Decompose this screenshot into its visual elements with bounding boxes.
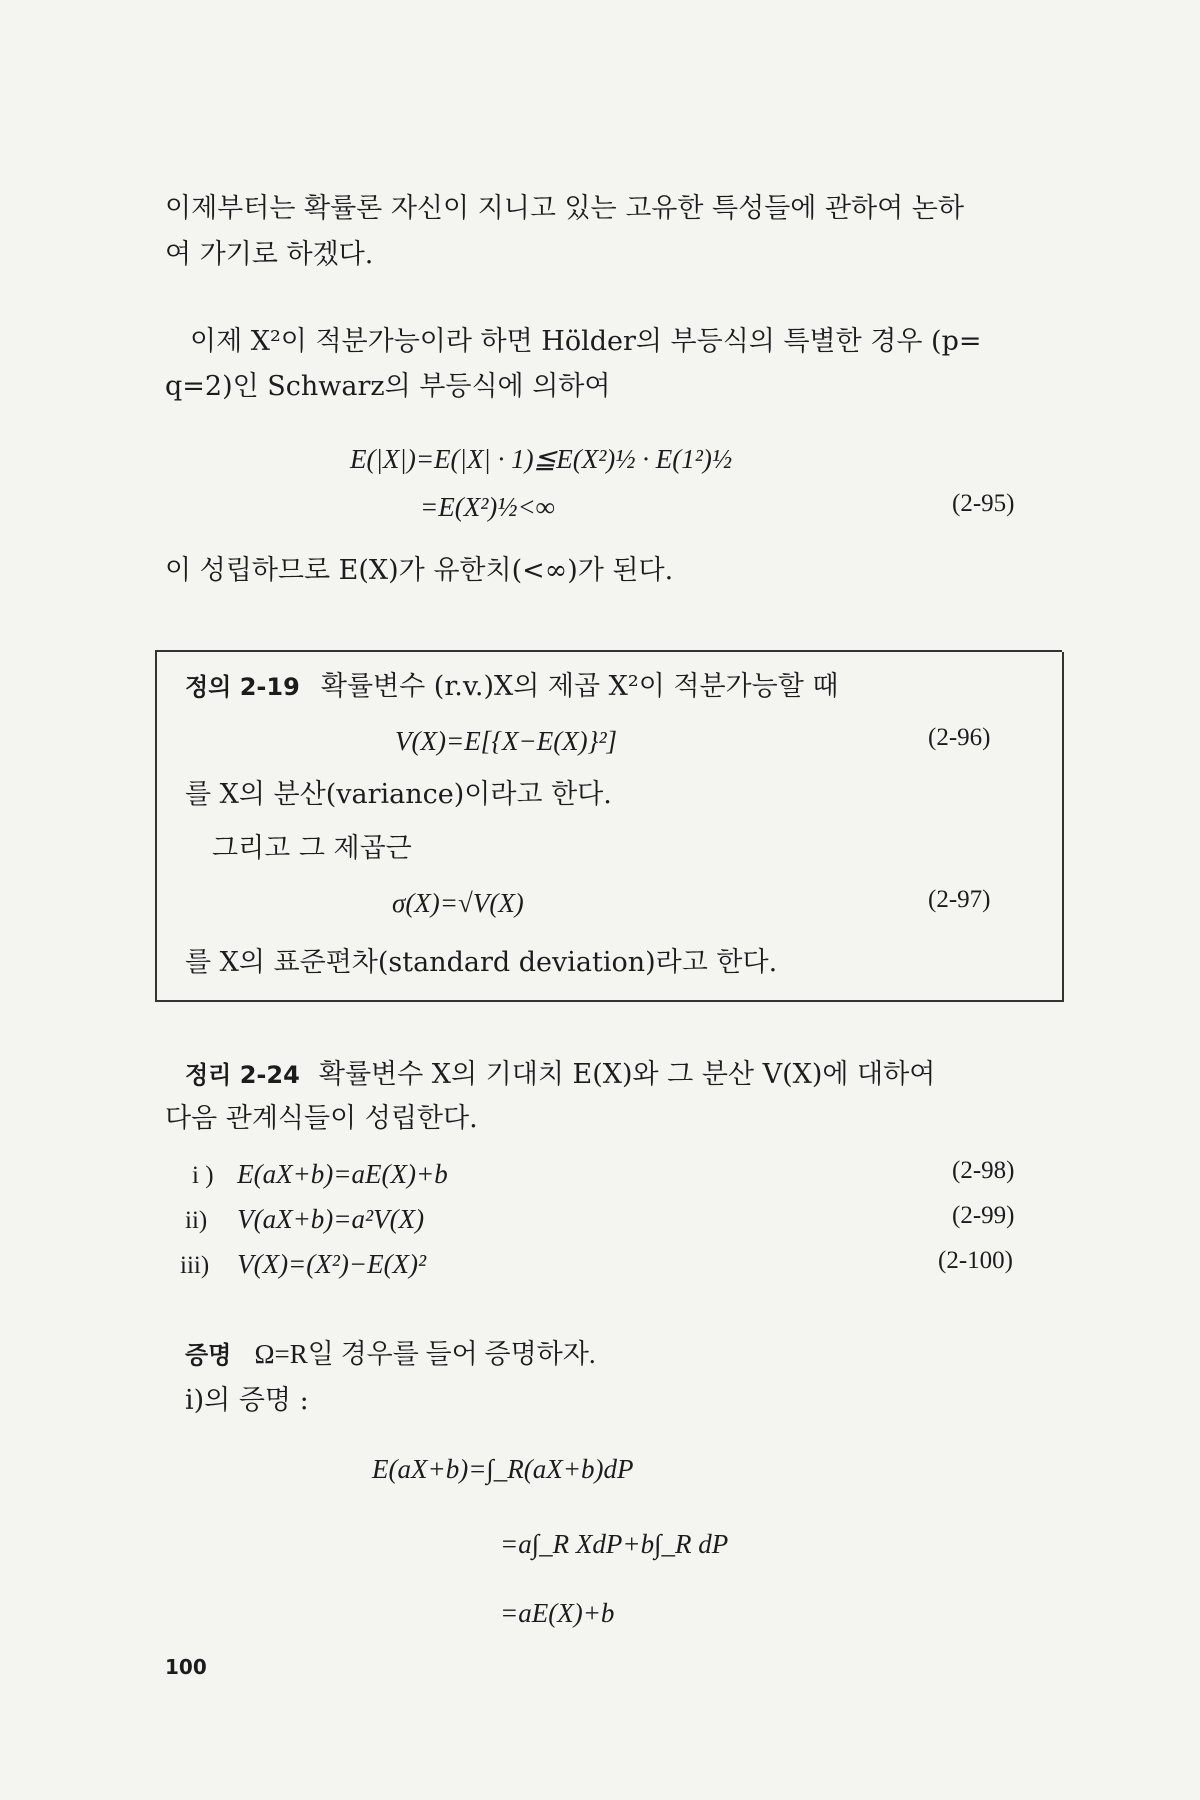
- proof-header: [185, 1335, 596, 1373]
- para2-line2: q=2)인 Schwarz의 부등식에 의하여: [165, 371, 611, 402]
- theorem-item: [185, 1200, 424, 1238]
- para2-line1: 이제 X²이 적분가능이라 하면 Hölder의 부등식의 특별한 경우 (p=: [190, 326, 982, 357]
- definition-sqrt-intro: 그리고 그 제곱근: [212, 833, 412, 864]
- eq-2-97: σ(X)=√V(X): [392, 888, 524, 918]
- theorem-item-formula: E(aX+b)=aE(X)+b: [237, 1159, 448, 1189]
- eq-2-96: V(X)=E[{X−E(X)}²]: [395, 726, 618, 756]
- proof-line1: Ω=R일 경우를 들어 증명하자.: [254, 1339, 596, 1369]
- para3: 이 성립하므로 E(X)가 유한치(<∞)가 된다.: [165, 555, 674, 586]
- eq-2-95-number: (2-95): [952, 490, 1015, 517]
- eq-2-98-number: (2-98): [952, 1157, 1015, 1184]
- eq-2-95-line1: E(|X|)=E(|X| · 1)≦E(X²)½ · E(1²)½: [350, 444, 733, 474]
- definition-after-2-96: 를 X의 분산(variance)이라고 한다.: [185, 779, 612, 810]
- definition-header: [185, 667, 838, 706]
- proof-eq-line3: =aE(X)+b: [500, 1598, 615, 1628]
- theorem-label: 정리 2-24: [185, 1061, 300, 1089]
- proof-label: 증명: [185, 1341, 232, 1369]
- theorem-header: [185, 1055, 935, 1094]
- proof-eq-line1: E(aX+b)=∫_R(aX+b)dP: [372, 1454, 634, 1484]
- eq-2-99-number: (2-99): [952, 1202, 1015, 1229]
- eq-2-97-number: (2-97): [928, 886, 991, 913]
- theorem-item: [192, 1155, 448, 1193]
- theorem-item-marker: ii): [185, 1207, 208, 1234]
- theorem-item-formula: V(X)=(X²)−E(X)²: [237, 1249, 427, 1279]
- proof-eq-line2: =a∫_R XdP+b∫_R dP: [500, 1529, 729, 1559]
- proof-line2: i)의 증명 :: [185, 1385, 309, 1416]
- theorem-item-formula: V(aX+b)=a²V(X): [237, 1204, 425, 1234]
- para1-line2: 여 가기로 하겠다.: [165, 239, 374, 270]
- theorem-item-marker: iii): [180, 1252, 210, 1279]
- page-number: 100: [165, 1655, 207, 1679]
- eq-2-95-line2: =E(X²)½<∞: [420, 492, 555, 522]
- eq-2-100-number: (2-100): [938, 1247, 1013, 1274]
- theorem-line2: 다음 관계식들이 성립한다.: [165, 1103, 478, 1134]
- theorem-item-marker: i ): [192, 1162, 214, 1189]
- eq-2-96-number: (2-96): [928, 724, 991, 751]
- definition-after-2-97: 를 X의 표준편차(standard deviation)라고 한다.: [185, 947, 778, 978]
- definition-label: 정의 2-19: [185, 673, 300, 701]
- definition-intro: 확률변수 (r.v.)X의 제곱 X²이 적분가능할 때: [320, 671, 839, 702]
- theorem-item: [180, 1245, 426, 1283]
- definition-bottom-rule: [155, 1000, 1062, 1002]
- para1-line1: 이제부터는 확률론 자신이 지니고 있는 고유한 특성들에 관하여 논하: [165, 193, 964, 224]
- theorem-line1: 확률변수 X의 기대치 E(X)와 그 분산 V(X)에 대하여: [318, 1059, 936, 1090]
